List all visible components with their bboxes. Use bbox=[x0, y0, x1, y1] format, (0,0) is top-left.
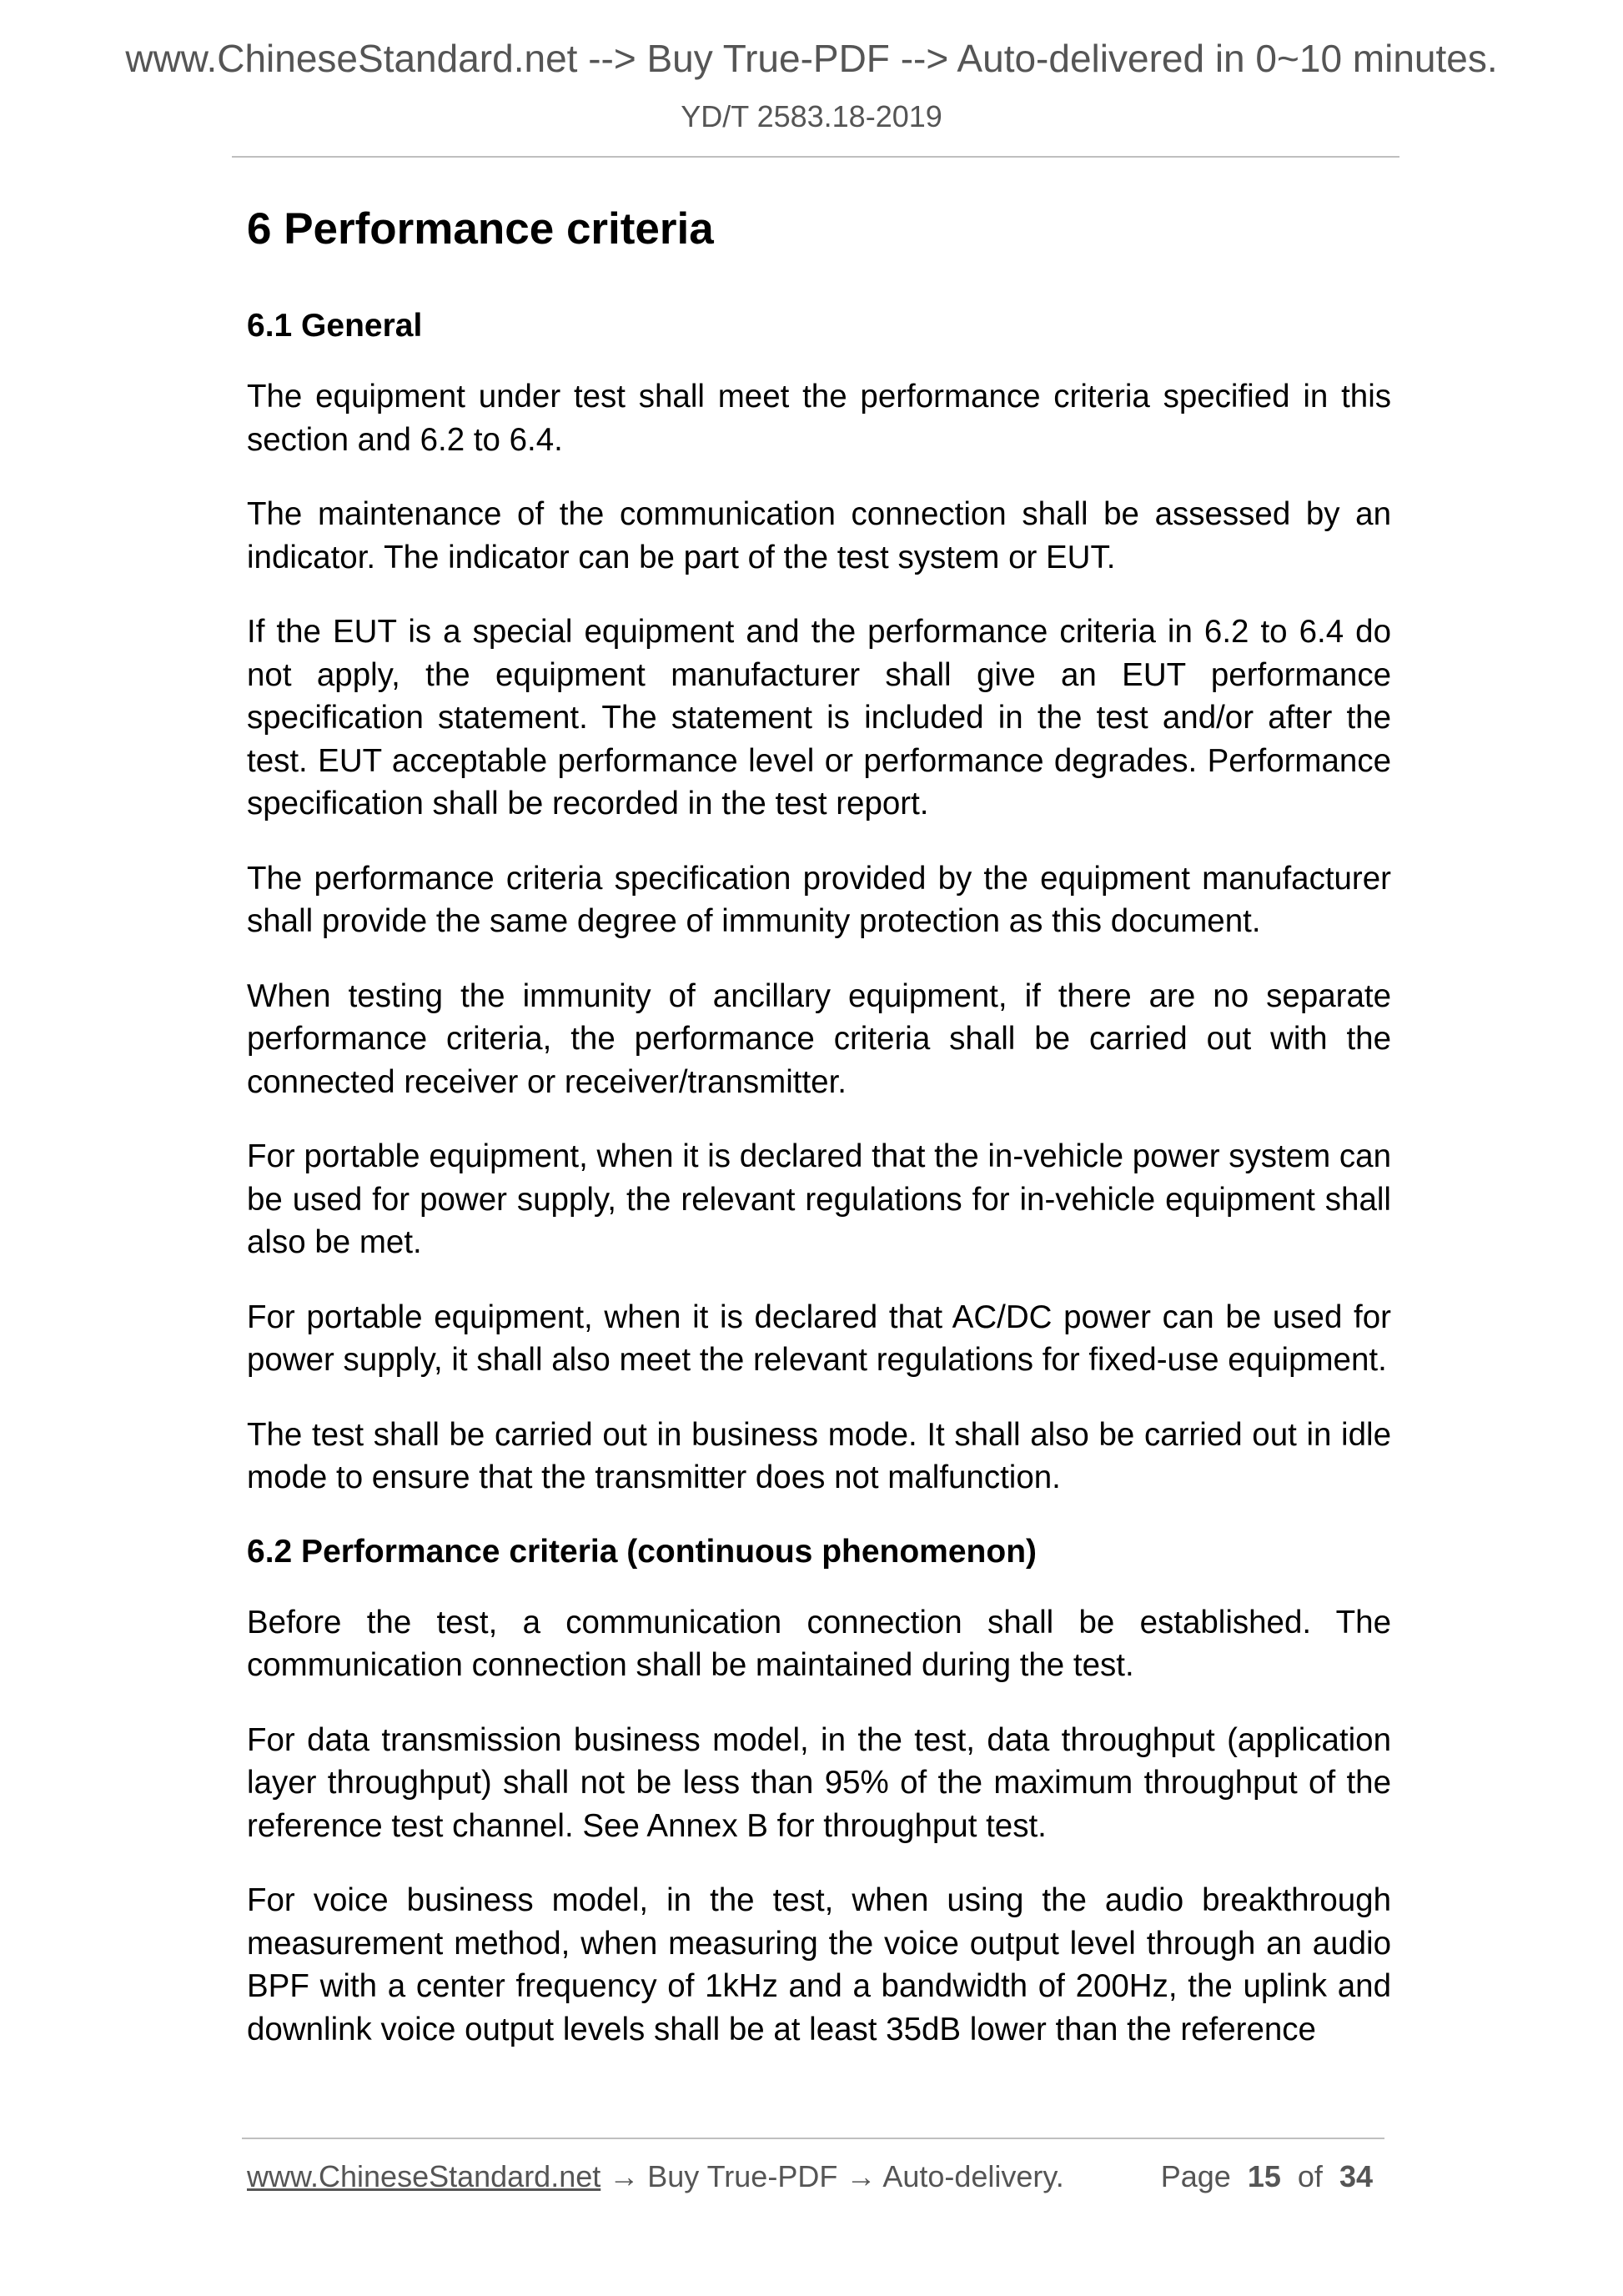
header-divider bbox=[232, 156, 1399, 158]
paragraph: For portable equipment, when it is declared that the in-vehicle power system can be used for power supply, the relevant regulations for in-vehicle equipment shall also be met. bbox=[247, 1138, 1391, 1260]
top-banner: www.ChineseStandard.net --> Buy True-PDF --> Auto-delivered in 0~10 minutes. bbox=[125, 37, 1498, 80]
paragraph: The maintenance of the communication connection shall be assessed by an indicator. The indicator can be part of the test system or EUT. bbox=[247, 496, 1391, 575]
page-number: 15 bbox=[1247, 2159, 1281, 2193]
paragraph: For voice business model, in the test, when using the audio breakthrough measurement method, when measuring the voice output level through an audio BPF with a center frequency of 1kHz and a bandwidth of 200Hz, the uplink and downlink voice output levels shall be at least 35dB lower than the reference bbox=[247, 1882, 1391, 2047]
footer-site-link[interactable]: www.ChineseStandard.net bbox=[247, 2159, 601, 2193]
paragraph: When testing the immunity of ancillary equipment, if there are no separate performance criteria, the performance criteria shall be carried out with the connected receiver or receiver/transmitter. bbox=[247, 977, 1391, 1100]
subsection-title-continuous: 6.2 Performance criteria (continuous phenomenon) bbox=[247, 1533, 1038, 1570]
total-pages: 34 bbox=[1339, 2159, 1373, 2193]
subsection-title-general: 6.1 General bbox=[247, 308, 423, 344]
footer-promo bbox=[247, 2158, 1064, 2196]
paragraph: Before the test, a communication connection shall be established. The communication connection shall be maintained during the test. bbox=[247, 1604, 1391, 1683]
paragraph: For portable equipment, when it is declared that AC/DC power can be used for power supply, it shall also meet the relevant regulations for fixed-use equipment. bbox=[247, 1299, 1391, 1378]
paragraph: For data transmission business model, in the test, data throughput (application layer throughput) shall not be less than 95% of the maximum throughput of the reference test channel. See Annex B for throughput test. bbox=[247, 1721, 1391, 1844]
section-title: 6 Performance criteria bbox=[247, 204, 714, 254]
of-label: of bbox=[1297, 2159, 1323, 2193]
page-content bbox=[247, 200, 1391, 2082]
paragraph: The performance criteria specification provided by the equipment manufacturer shall provide the same degree of immunity protection as this document. bbox=[247, 860, 1391, 939]
paragraph: The equipment under test shall meet the performance criteria specified in this section and 6.2 to 6.4. bbox=[247, 379, 1391, 458]
paragraph: If the EUT is a special equipment and the performance criteria in 6.2 to 6.4 do not apply, the equipment manufacturer shall give an EUT performance specification statement. The statement is included in the test and/or after the test. EUT acceptable performance level or performance degrades. Performance specification shall be recorded in the test report. bbox=[247, 614, 1391, 821]
paragraph: The test shall be carried out in business mode. It shall also be carried out in idle mode to ensure that the transmitter does not malfunction. bbox=[247, 1416, 1391, 1495]
page-indicator bbox=[1161, 2158, 1373, 2196]
footer-promo-text: → Buy True-PDF → Auto-delivery. bbox=[600, 2159, 1064, 2193]
footer-divider bbox=[242, 2138, 1384, 2139]
page-label: Page bbox=[1160, 2159, 1231, 2193]
standard-code: YD/T 2583.18-2019 bbox=[681, 99, 942, 133]
